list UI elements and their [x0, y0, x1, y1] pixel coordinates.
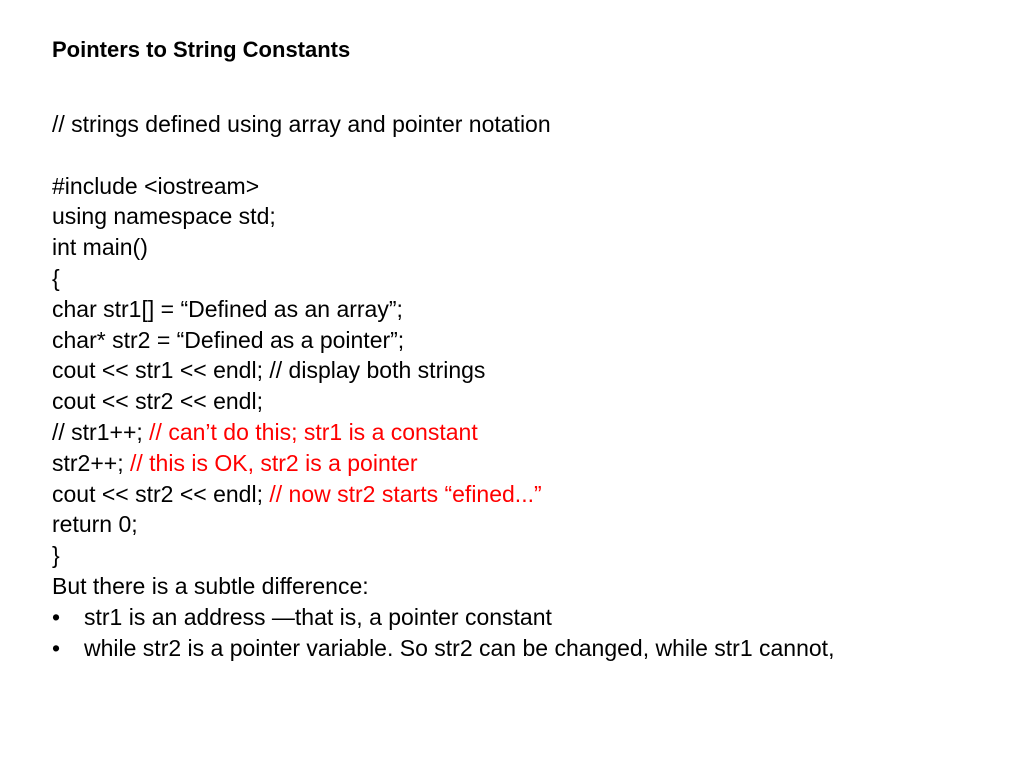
code-main-signature: int main(): [52, 234, 148, 261]
code-str2-increment: str2++;: [52, 449, 130, 476]
code-cout-str2-after-note: // now str2 starts “efined...”: [269, 480, 542, 507]
bullet-dot-icon: •: [52, 603, 61, 630]
code-cout-str2-after-line: [52, 479, 834, 510]
explanation-intro: But there is a subtle difference:: [52, 572, 369, 599]
code-open-brace: {: [52, 264, 60, 291]
code-str2-increment-note: // this is OK, str2 is a pointer: [129, 449, 418, 476]
bullet-dot-icon: •: [52, 634, 61, 661]
code-comment-line: // strings defined using array and pointer notation: [52, 111, 551, 137]
slide-title: Pointers to String Constants: [52, 37, 351, 62]
code-cout-str2-after: cout << str2 << endl;: [52, 480, 270, 507]
code-str1-declaration: char str1[] = “Defined as an array”;: [52, 295, 403, 322]
code-close-brace: }: [52, 542, 60, 569]
code-str2-increment-line: [52, 448, 834, 479]
blank-line: [52, 140, 834, 171]
code-cout-str2: cout << str2 << endl;: [52, 388, 263, 415]
code-return-line: return 0;: [52, 511, 138, 538]
code-str1-increment: // str1++;: [52, 418, 150, 445]
code-str1-increment-line: [52, 417, 834, 448]
slide-body: [52, 109, 834, 663]
bullet-item: [52, 633, 834, 664]
code-str2-declaration: char* str2 = “Defined as a pointer”;: [52, 326, 405, 353]
code-include-line: #include <iostream>: [52, 172, 260, 199]
code-str1-increment-note: // can’t do this; str1 is a constant: [149, 418, 478, 445]
code-namespace-line: using namespace std;: [52, 203, 276, 230]
bullet-item-text: while str2 is a pointer variable. So str2 can be changed, while str1 cannot,: [84, 634, 835, 661]
bullet-item-text: str1 is an address —that is, a pointer constant: [84, 603, 552, 630]
code-cout-str1: cout << str1 << endl; // display both strings: [52, 357, 486, 384]
bullet-item: [52, 602, 834, 633]
